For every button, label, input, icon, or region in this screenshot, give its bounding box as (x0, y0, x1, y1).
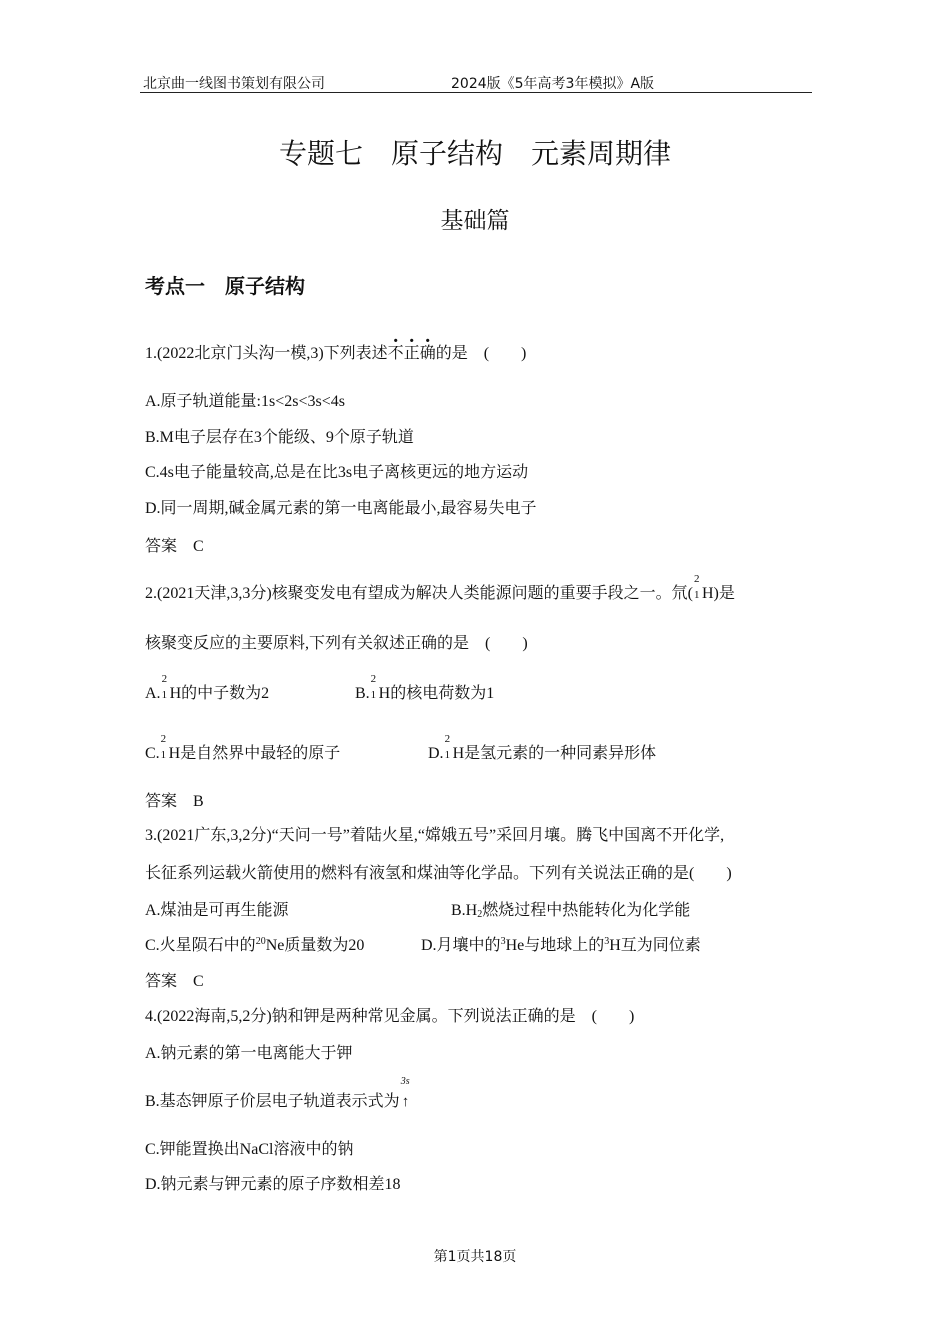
q3-option-d (421, 932, 701, 955)
option-text: H的中子数为2 (169, 685, 270, 702)
nuclide-symbol (370, 673, 379, 701)
q2-option-b (355, 673, 495, 703)
superscript: 3 (500, 936, 506, 947)
q4-option-a: A.钠元素的第一电离能大于钾 (145, 1045, 353, 1062)
q4-option-c: C.钾能置换出NaCl溶液中的钠 (145, 1141, 354, 1158)
q1-option-d: D.同一周期,碱金属元素的第一电离能最小,最容易失电子 (145, 500, 537, 517)
mass-number: 2 (161, 673, 168, 685)
option-text: H的核电荷数为1 (378, 685, 495, 702)
q3-option-b (451, 897, 690, 920)
superscript: 20 (255, 936, 266, 947)
q2-stem-line2: 核聚变反应的主要原料,下列有关叙述正确的是 ( ) (145, 635, 528, 652)
q1-stem-text: 1.(2022北京门头沟一模,3)下列表述 (145, 345, 388, 362)
atomic-number: 1 (694, 589, 700, 601)
q4-stem: 4.(2022海南,5,2分)钠和钾是两种常见金属。下列说法正确的是 ( ) (145, 1008, 635, 1025)
q1-emphasis-char: 正 (403, 345, 420, 362)
option-text: D.月壤中的 (421, 937, 501, 954)
header-divider (140, 92, 812, 93)
nuclide-symbol (161, 673, 170, 701)
q1-stem (145, 340, 526, 363)
q1-emphasis-char: 不 (387, 345, 404, 362)
mass-number: 2 (370, 673, 377, 685)
atomic-number: 1 (160, 749, 167, 761)
option-label: D. (428, 745, 444, 762)
nuclide-symbol (444, 733, 453, 761)
atomic-number: 1 (370, 689, 377, 701)
header-book-title: 2024版《5年高考3年模拟》A版 (451, 76, 655, 92)
q1-option-a: A.原子轨道能量:1s<2s<3s<4s (145, 393, 345, 410)
q3-stem-line1: 3.(2021广东,3,2分)“天问一号”着陆火星,“嫦娥五号”采回月壤。腾飞中国离不开化学, (145, 827, 725, 844)
q4-option-d: D.钠元素与钾元素的原子序数相差18 (145, 1176, 401, 1193)
q2-nuclide-symbol (693, 573, 702, 601)
mass-number: 2 (160, 733, 167, 745)
page-title: 专题七 原子结构 元素周期律 (278, 137, 671, 170)
orbital-label: 3s (400, 1076, 410, 1087)
q1-option-b: B.M电子层存在3个能级、9个原子轨道 (145, 429, 414, 446)
option-text: He与地球上的 (505, 937, 605, 954)
subscript: 2 (477, 909, 483, 920)
superscript: 3 (604, 936, 610, 947)
option-label: A. (145, 685, 161, 702)
q2-stem-text: 2.(2021天津,3,3分)核聚变发电有望成为解决人类能源问题的重要手段之一。氘( (145, 585, 693, 602)
option-label: C. (145, 745, 160, 762)
q4-option-b (145, 1076, 414, 1111)
q1-answer: 答案 C (145, 538, 204, 555)
q2-option-c (145, 733, 341, 763)
q1-stem-tail: 的是 ( ) (435, 345, 527, 362)
header-publisher: 北京曲一线图书策划有限公司 (143, 76, 325, 92)
orbital-diagram (400, 1076, 414, 1110)
up-arrow-icon: ↑ (401, 1094, 410, 1110)
q2-stem-line1 (145, 573, 735, 603)
q3-stem-line2: 长征系列运载火箭使用的燃料有液氢和煤油等化学品。下列有关说法正确的是( ) (145, 865, 732, 882)
q3-answer: 答案 C (145, 973, 204, 990)
option-text: C.火星陨石中的 (145, 937, 256, 954)
option-label: B. (355, 685, 370, 702)
page-number: 第1页共18页 (433, 1249, 517, 1265)
page-subtitle: 基础篇 (440, 208, 510, 234)
q2-stem-tail: H)是 (702, 585, 735, 602)
option-text: B.基态钾原子价层电子轨道表示式为 (145, 1093, 400, 1110)
q1-emphasis-char: 确 (419, 345, 436, 362)
option-text: H是自然界中最轻的原子 (168, 745, 341, 762)
mass-number: 2 (444, 733, 451, 745)
atomic-number: 1 (161, 689, 168, 701)
option-text: 燃烧过程中热能转化为化学能 (482, 902, 691, 919)
q3-option-c (145, 932, 364, 955)
option-text: H互为同位素 (609, 937, 701, 954)
q2-option-d (428, 733, 657, 763)
mass-number: 2 (694, 573, 700, 585)
option-text: Ne质量数为20 (265, 937, 365, 954)
nuclide-symbol (160, 733, 169, 761)
q3-option-a: A.煤油是可再生能源 (145, 902, 289, 919)
atomic-number: 1 (444, 749, 451, 761)
q1-option-c: C.4s电子能量较高,总是在比3s电子离核更远的地方运动 (145, 464, 529, 481)
option-text: H是氢元素的一种同素异形体 (452, 745, 657, 762)
q2-answer: 答案 B (145, 793, 204, 810)
option-text: B.H (451, 902, 478, 919)
section-heading: 考点一 原子结构 (145, 274, 305, 298)
q2-option-a (145, 673, 270, 703)
